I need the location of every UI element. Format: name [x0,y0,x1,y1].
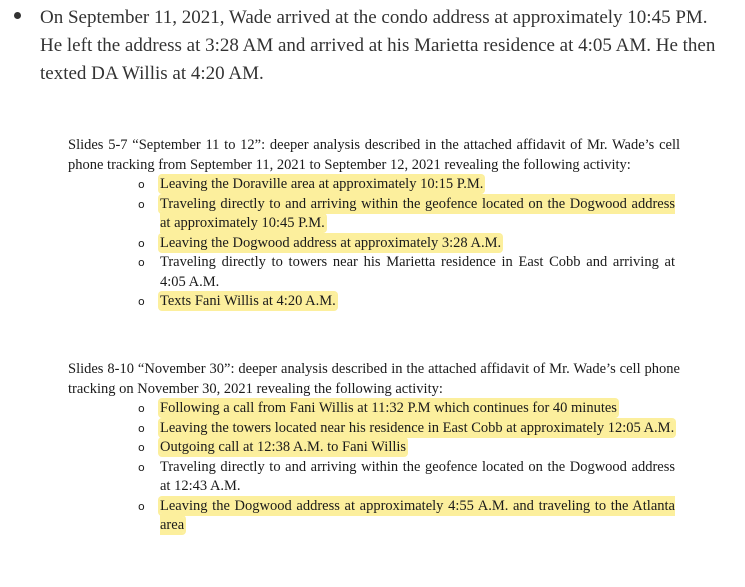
list-item [68,419,675,439]
section-intro: Slides 5-7 “September 11 to 12”: deeper analysis described in the attached affidavit of Mr. Wade’s cell phone tracking from September 11, 2021 to September 12, 2021 revealing the following activity: [68,137,680,173]
highlighted-text: Leaving the Dogwood address at approximately 3:28 A.M. [160,234,502,251]
highlighted-text: Texts Fani Willis at 4:20 A.M. [160,293,336,309]
circle-bullet-icon: o [138,236,145,250]
highlighted-text: Outgoing call at 12:38 A.M. to Fani Willis [160,439,407,455]
list-item [68,292,675,312]
list-item [68,438,675,458]
circle-bullet-icon: o [138,197,145,211]
excerpt-section-november [68,360,680,536]
highlighted-text: Leaving the Dogwood address at approximately 4:55 A.M. and traveling to the Atlanta area [160,497,675,533]
activity-list [68,399,680,536]
circle-bullet-icon: o [138,402,145,415]
activity-list [68,175,680,312]
circle-bullet-icon: o [138,499,145,513]
circle-bullet-icon: o [138,295,145,308]
list-item [68,195,675,234]
item-text: Traveling directly to and arriving within the geofence located on the Dogwood address at 12:43 A.M. [160,458,675,494]
bullet-dot-icon [14,12,21,19]
summary-text: On September 11, 2021, Wade arrived at the condo address at approximately 10:45 PM. He left the address at 3:28 AM and arrived at his Marietta residence at 4:05 AM. He then texted DA Willis at 4:20 AM. [40,7,716,84]
circle-bullet-icon: o [138,256,145,269]
circle-bullet-icon: o [138,460,145,474]
circle-bullet-icon: o [138,441,145,454]
list-item [68,399,675,419]
list-item [68,497,675,536]
circle-bullet-icon: o [138,178,145,191]
highlighted-text: Following a call from Fani Willis at 11:32 P.M which continues for 40 minutes [160,400,617,416]
circle-bullet-icon: o [138,421,145,435]
highlighted-text: Traveling directly to and arriving within the geofence located on the Dogwood address at approximately 10:45 P.M. [160,195,675,231]
list-item [68,175,675,195]
list-item [68,234,675,254]
excerpt-section-september [68,136,680,312]
highlighted-text: Leaving the towers located near his residence in East Cobb at approximately 12:05 A.M. [160,419,675,436]
section-intro: Slides 8-10 “November 30”: deeper analysis described in the attached affidavit of Mr. Wade’s cell phone tracking on November 30, 2021 revealing the following activity: [68,361,680,397]
list-item [68,253,675,292]
item-text: Traveling directly to towers near his Marietta residence in East Cobb and arriving at 4:05 A.M. [160,254,675,290]
list-item [68,458,675,497]
highlighted-text: Leaving the Doraville area at approximately 10:15 P.M. [160,176,484,192]
